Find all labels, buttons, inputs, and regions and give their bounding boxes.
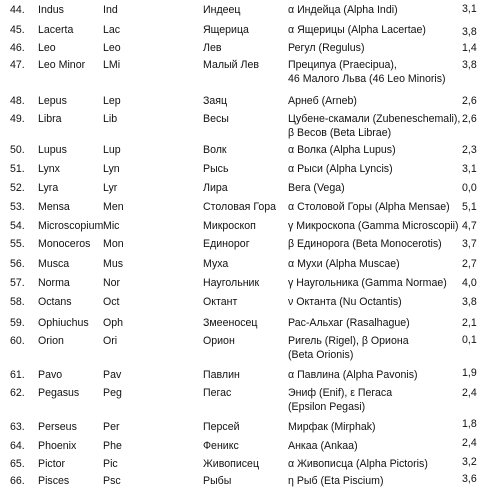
magnitude: 0,0 <box>462 182 477 194</box>
russian-name: Феникс <box>203 440 239 452</box>
magnitude: 4,0 <box>462 277 477 289</box>
russian-name: Персей <box>203 421 240 433</box>
brightest-star: α Ящерицы (Alpha Lacertae) <box>288 24 426 36</box>
row-number: 62. <box>10 387 25 399</box>
row-number: 50. <box>10 144 25 156</box>
abbreviation: Lyr <box>103 182 118 194</box>
latin-name: Pictor <box>38 458 66 470</box>
russian-name: Ящерица <box>203 24 249 36</box>
magnitude: 2,1 <box>462 317 477 329</box>
brightest-star: ν Октанта (Nu Octantis) <box>288 296 402 308</box>
russian-name: Столовая Гора <box>203 201 277 213</box>
row-number: 61. <box>10 369 25 381</box>
row-number: 63. <box>10 421 25 433</box>
table-row <box>0 58 500 86</box>
russian-name: Муха <box>203 258 229 270</box>
latin-name: Leo <box>38 42 56 54</box>
abbreviation: Men <box>103 201 124 213</box>
brightest-star: β Единорога (Beta Monocerotis) <box>288 238 442 250</box>
abbreviation: Psc <box>103 475 121 487</box>
brightest-star: Ригель (Rigel), β Ориона <box>288 335 409 347</box>
magnitude: 2,6 <box>462 113 477 125</box>
abbreviation: Leo <box>103 42 121 54</box>
brightest-star: Преципуа (Praecipua), <box>288 59 397 71</box>
russian-name: Заяц <box>203 95 228 107</box>
russian-name: Пегас <box>203 387 232 399</box>
row-number: 51. <box>10 163 25 175</box>
magnitude: 3,7 <box>462 238 477 250</box>
latin-name: Perseus <box>38 421 77 433</box>
russian-name: Рысь <box>203 163 229 175</box>
brightest-star: γ Наугольника (Gamma Normae) <box>288 277 447 289</box>
abbreviation: Mon <box>103 238 124 250</box>
row-number: 53. <box>10 201 25 213</box>
row-number: 47. <box>10 59 25 71</box>
table-row <box>0 386 500 414</box>
magnitude: 2,6 <box>462 95 477 107</box>
brightest-star-continued: β Весов (Beta Librae) <box>288 127 392 139</box>
abbreviation: Per <box>103 421 120 433</box>
brightest-star: α Живописца (Alpha Pictoris) <box>288 458 428 470</box>
abbreviation: Mus <box>103 258 124 270</box>
row-number: 64. <box>10 440 25 452</box>
latin-name: Phoenix <box>38 440 77 452</box>
brightest-star: Рас-Альхаг (Rasalhague) <box>288 317 410 329</box>
brightest-star: α Волка (Alpha Lupus) <box>288 144 396 156</box>
brightest-star: α Рыси (Alpha Lyncis) <box>288 163 393 175</box>
russian-name: Волк <box>203 144 227 156</box>
latin-name: Lynx <box>38 163 60 175</box>
magnitude: 4,7 <box>462 220 477 232</box>
brightest-star: Регул (Regulus) <box>288 42 365 54</box>
brightest-star-continued: 46 Малого Льва (46 Leo Minoris) <box>288 73 446 85</box>
row-number: 52. <box>10 182 25 194</box>
magnitude: 2,7 <box>462 258 477 270</box>
magnitude: 3,2 <box>462 456 477 468</box>
russian-name: Наугольник <box>203 277 260 289</box>
latin-name: Libra <box>38 113 62 125</box>
brightest-star: Мирфак (Mirphak) <box>288 421 376 433</box>
abbreviation: Pic <box>103 458 118 470</box>
abbreviation: Lac <box>103 24 121 36</box>
row-number: 55. <box>10 238 25 250</box>
abbreviation: Lib <box>103 113 118 125</box>
russian-name: Весы <box>203 113 229 125</box>
abbreviation: Phe <box>103 440 122 452</box>
magnitude: 3,6 <box>462 473 477 485</box>
brightest-star: γ Микроскопа (Gamma Microscopii) <box>288 220 459 232</box>
abbreviation: LMi <box>103 59 121 71</box>
abbreviation: Lep <box>103 95 121 107</box>
brightest-star: Цубене-скамали (Zubeneschemali), <box>288 113 461 125</box>
abbreviation: Peg <box>103 387 122 399</box>
russian-name: Лев <box>203 42 222 54</box>
russian-name: Октант <box>203 296 238 308</box>
row-number: 57. <box>10 277 25 289</box>
brightest-star: Эниф (Enif), ε Пегаса <box>288 387 393 399</box>
magnitude: 3,8 <box>462 26 477 38</box>
latin-name: Orion <box>38 335 64 347</box>
latin-name: Pegasus <box>38 387 80 399</box>
row-number: 65. <box>10 458 25 470</box>
magnitude: 2,4 <box>462 437 477 449</box>
magnitude: 2,4 <box>462 387 477 399</box>
russian-name: Рыбы <box>203 475 232 487</box>
russian-name: Змееносец <box>203 317 258 329</box>
brightest-star-continued: (Epsilon Pegasi) <box>288 401 366 413</box>
magnitude: 0,1 <box>462 334 477 346</box>
abbreviation: Lyn <box>103 163 120 175</box>
abbreviation: Ori <box>103 335 118 347</box>
table-row <box>0 112 500 140</box>
magnitude: 1,8 <box>462 418 477 430</box>
abbreviation: Oph <box>103 317 124 329</box>
magnitude: 1,9 <box>462 367 477 379</box>
latin-name: Lupus <box>38 144 67 156</box>
magnitude: 2,3 <box>462 144 477 156</box>
brightest-star: Вега (Vega) <box>288 182 345 194</box>
russian-name: Павлин <box>203 369 240 381</box>
latin-name: Mensa <box>38 201 70 213</box>
magnitude: 3,8 <box>462 296 477 308</box>
latin-name: Pisces <box>38 475 70 487</box>
abbreviation: Oct <box>103 296 120 308</box>
brightest-star: α Мухи (Alpha Muscae) <box>288 258 400 270</box>
table-row <box>0 334 500 362</box>
brightest-star: α Столовой Горы (Alpha Mensae) <box>288 201 450 213</box>
magnitude: 3,1 <box>462 163 477 175</box>
latin-name: Lepus <box>38 95 67 107</box>
row-number: 49. <box>10 113 25 125</box>
row-number: 58. <box>10 296 25 308</box>
row-number: 46. <box>10 42 25 54</box>
abbreviation: Lup <box>103 144 121 156</box>
abbreviation: Ind <box>103 4 118 16</box>
latin-name: Leo Minor <box>38 59 86 71</box>
russian-name: Индеец <box>203 4 241 16</box>
row-number: 54. <box>10 220 25 232</box>
latin-name: Monoceros <box>38 238 91 250</box>
row-number: 56. <box>10 258 25 270</box>
magnitude: 3,8 <box>462 59 477 71</box>
russian-name: Единорог <box>203 238 250 250</box>
row-number: 60. <box>10 335 25 347</box>
latin-name: Lacerta <box>38 24 74 36</box>
abbreviation: Mic <box>103 220 120 232</box>
latin-name: Pavo <box>38 369 63 381</box>
latin-name: Indus <box>38 4 64 16</box>
abbreviation: Pav <box>103 369 122 381</box>
russian-name: Малый Лев <box>203 59 259 71</box>
row-number: 45. <box>10 24 25 36</box>
latin-name: Norma <box>38 277 70 289</box>
brightest-star-continued: (Beta Orionis) <box>288 349 354 361</box>
row-number: 48. <box>10 95 25 107</box>
latin-name: Ophiuchus <box>38 317 89 329</box>
latin-name: Lyra <box>38 182 59 194</box>
brightest-star: η Рыб (Eta Piscium) <box>288 475 384 487</box>
latin-name: Microscopium <box>38 220 104 232</box>
latin-name: Octans <box>38 296 72 308</box>
latin-name: Musca <box>38 258 70 270</box>
magnitude: 5,1 <box>462 201 477 213</box>
brightest-star: α Индейца (Alpha Indi) <box>288 4 398 16</box>
magnitude: 1,4 <box>462 42 477 54</box>
brightest-star: Арнеб (Arneb) <box>288 95 357 107</box>
abbreviation: Nor <box>103 277 121 289</box>
russian-name: Орион <box>203 335 235 347</box>
russian-name: Микроскоп <box>203 220 256 232</box>
row-number: 59. <box>10 317 25 329</box>
russian-name: Лира <box>203 182 228 194</box>
brightest-star: Анкаа (Ankaa) <box>288 440 358 452</box>
row-number: 44. <box>10 4 25 16</box>
russian-name: Живописец <box>203 458 260 470</box>
row-number: 66. <box>10 475 25 487</box>
brightest-star: α Павлина (Alpha Pavonis) <box>288 369 418 381</box>
magnitude: 3,1 <box>462 3 477 15</box>
